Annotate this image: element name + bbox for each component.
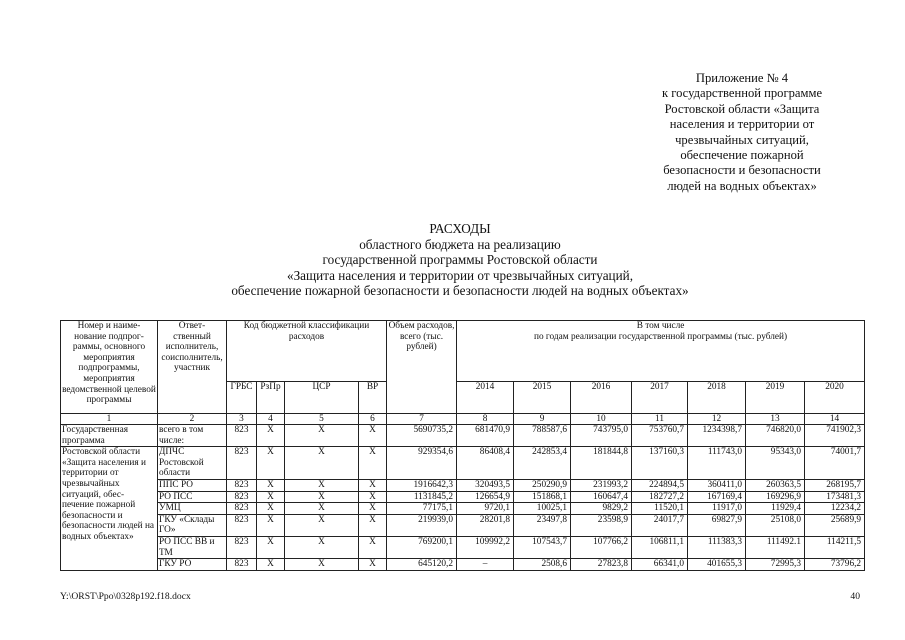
document-title: [60, 221, 860, 299]
total-cell: 645120,2: [387, 559, 457, 571]
header-total: Объем расходов, всего (тыс. рублей): [387, 321, 457, 414]
year-value-cell: 11917,0: [688, 503, 746, 515]
year-value-cell: 788587,6: [514, 425, 571, 447]
table-row: [61, 491, 865, 503]
header-responsible: Ответ- ственный исполнитель, соисполнитель, участник: [158, 321, 227, 414]
year-value-cell: 173481,3: [805, 491, 865, 503]
year-value-cell: 126654,9: [457, 491, 514, 503]
responsible-cell: УМЦ: [158, 503, 227, 515]
year-value-cell: 11929,4: [746, 503, 805, 515]
header-incl: [457, 321, 865, 382]
header-year: 2020: [805, 382, 865, 414]
appendix-line: населения и территории от: [669, 117, 815, 132]
total-cell: 929354,6: [387, 447, 457, 480]
header-year: 2016: [571, 382, 632, 414]
header-vr: ВР: [359, 382, 387, 414]
year-value-cell: 181844,8: [571, 447, 632, 480]
responsible-cell: РО ПСС ВВ и ТМ: [158, 536, 227, 558]
header-incl-line: В том числе: [636, 321, 685, 331]
rzpr-cell: Х: [257, 479, 285, 491]
responsible-cell: всего в том числе:: [158, 425, 227, 447]
year-value-cell: –: [457, 559, 514, 571]
responsible-cell: ГКУ «Склады ГО»: [158, 514, 227, 536]
program-name-cell: Государственная программа: [61, 425, 158, 447]
appendix-line: к государственной программе: [661, 86, 823, 101]
header-year: 2018: [688, 382, 746, 414]
vr-cell: Х: [359, 479, 387, 491]
year-value-cell: 9829,2: [571, 503, 632, 515]
year-value-cell: 11520,1: [632, 503, 688, 515]
year-value-cell: 66341,0: [632, 559, 688, 571]
year-value-cell: 74001,7: [805, 447, 865, 480]
year-value-cell: 10025,1: [514, 503, 571, 515]
table-row: [61, 479, 865, 491]
index-cell: 1: [61, 414, 158, 425]
appendix-line: чрезвычайных ситуаций,: [675, 132, 809, 147]
year-value-cell: 1234398,7: [688, 425, 746, 447]
year-value-cell: 95343,0: [746, 447, 805, 480]
index-cell: 12: [688, 414, 746, 425]
year-value-cell: 27823,8: [571, 559, 632, 571]
grbs-cell: 823: [227, 536, 257, 558]
header-year: 2014: [457, 382, 514, 414]
table-row: [61, 503, 865, 515]
file-path: Y:\ORST\Ppo\0328p192.f18.docx: [60, 591, 191, 602]
total-cell: 77175,1: [387, 503, 457, 515]
year-value-cell: 242853,4: [514, 447, 571, 480]
table-row: [61, 536, 865, 558]
year-value-cell: 320493,5: [457, 479, 514, 491]
table-row: [61, 514, 865, 536]
csr-cell: Х: [285, 447, 359, 480]
grbs-cell: 823: [227, 447, 257, 480]
csr-cell: Х: [285, 514, 359, 536]
year-value-cell: 224894,5: [632, 479, 688, 491]
year-value-cell: 231993,2: [571, 479, 632, 491]
title-line: государственной программы Ростовской области: [322, 252, 598, 268]
table-row: [61, 559, 865, 571]
year-value-cell: 401655,3: [688, 559, 746, 571]
csr-cell: Х: [285, 536, 359, 558]
year-value-cell: 107766,2: [571, 536, 632, 558]
total-cell: 5690735,2: [387, 425, 457, 447]
grbs-cell: 823: [227, 559, 257, 571]
year-value-cell: 107543,7: [514, 536, 571, 558]
header-csr: ЦСР: [285, 382, 359, 414]
index-cell: 13: [746, 414, 805, 425]
year-value-cell: 2508,6: [514, 559, 571, 571]
vr-cell: Х: [359, 559, 387, 571]
table-body: [61, 425, 865, 571]
index-cell: 9: [514, 414, 571, 425]
year-value-cell: 106811,1: [632, 536, 688, 558]
expenses-table: [60, 320, 865, 571]
title-line: обеспечение пожарной безопасности и безопасности людей на водных объектах»: [231, 283, 689, 299]
index-cell: 14: [805, 414, 865, 425]
title-line: областного бюджета на реализацию: [359, 236, 561, 252]
index-cell: 2: [158, 414, 227, 425]
page-footer: [60, 591, 860, 602]
header-grbs: ГРБС: [227, 382, 257, 414]
year-value-cell: 111743,0: [688, 447, 746, 480]
title-line: «Защита населения и территории от чрезвычайных ситуаций,: [286, 267, 634, 283]
year-value-cell: 182727,2: [632, 491, 688, 503]
year-value-cell: 69827,9: [688, 514, 746, 536]
year-value-cell: 72995,3: [746, 559, 805, 571]
year-value-cell: 360411,0: [688, 479, 746, 491]
header-code: Код бюджетной классификации расходов: [227, 321, 387, 382]
rzpr-cell: Х: [257, 503, 285, 515]
index-cell: 10: [571, 414, 632, 425]
year-value-cell: 28201,8: [457, 514, 514, 536]
responsible-cell: РО ПСС: [158, 491, 227, 503]
year-value-cell: 109992,2: [457, 536, 514, 558]
header-year: 2019: [746, 382, 805, 414]
appendix-line: обеспечение пожарной: [680, 148, 804, 163]
index-cell: 3: [227, 414, 257, 425]
page-number: 40: [850, 591, 860, 602]
index-cell: 5: [285, 414, 359, 425]
total-cell: 769200,1: [387, 536, 457, 558]
csr-cell: Х: [285, 559, 359, 571]
grbs-cell: 823: [227, 425, 257, 447]
header-year: 2017: [632, 382, 688, 414]
grbs-cell: 823: [227, 491, 257, 503]
year-value-cell: 25689,9: [805, 514, 865, 536]
csr-cell: Х: [285, 425, 359, 447]
responsible-cell: ГКУ РО: [158, 559, 227, 571]
csr-cell: Х: [285, 503, 359, 515]
index-cell: 11: [632, 414, 688, 425]
year-value-cell: 73796,2: [805, 559, 865, 571]
csr-cell: Х: [285, 491, 359, 503]
appendix-block: [627, 71, 857, 194]
year-value-cell: 23497,8: [514, 514, 571, 536]
rzpr-cell: Х: [257, 536, 285, 558]
appendix-line: безопасности и безопасности: [663, 163, 821, 178]
appendix-line: Ростовской области «Защита: [664, 101, 820, 116]
vr-cell: Х: [359, 491, 387, 503]
year-value-cell: 268195,7: [805, 479, 865, 491]
vr-cell: Х: [359, 447, 387, 480]
rzpr-cell: Х: [257, 559, 285, 571]
index-cell: 7: [387, 414, 457, 425]
program-name-cell: Ростовской области «Защита населения и территории от чрезвычайных ситуаций, обес- печение пожарной безопасности и безопасности людей на водных объектах»: [61, 447, 158, 571]
year-value-cell: 137160,3: [632, 447, 688, 480]
year-value-cell: 743795,0: [571, 425, 632, 447]
header-name: Номер и наиме- нование подпрог- раммы, основного мероприятия подпрограммы, мероприятия ведомственной целевой программы: [61, 321, 158, 414]
csr-cell: Х: [285, 479, 359, 491]
header-row: [61, 321, 865, 382]
title-line: РАСХОДЫ: [429, 221, 491, 236]
rzpr-cell: Х: [257, 447, 285, 480]
rzpr-cell: Х: [257, 491, 285, 503]
total-cell: 1916642,3: [387, 479, 457, 491]
header-incl-line: по годам реализации государственной программы (тыс. рублей): [533, 331, 788, 342]
grbs-cell: 823: [227, 514, 257, 536]
year-value-cell: 25108,0: [746, 514, 805, 536]
index-cell: 4: [257, 414, 285, 425]
rzpr-cell: Х: [257, 425, 285, 447]
index-cell: 8: [457, 414, 514, 425]
year-value-cell: 24017,7: [632, 514, 688, 536]
total-cell: 219939,0: [387, 514, 457, 536]
total-cell: 1131845,2: [387, 491, 457, 503]
year-value-cell: 12234,2: [805, 503, 865, 515]
year-value-cell: 114211,5: [805, 536, 865, 558]
grbs-cell: 823: [227, 479, 257, 491]
year-value-cell: 167169,4: [688, 491, 746, 503]
year-value-cell: 681470,9: [457, 425, 514, 447]
responsible-cell: ДПЧС Ростовской области: [158, 447, 227, 480]
header-rzpr: РзПр: [257, 382, 285, 414]
year-value-cell: 260363,5: [746, 479, 805, 491]
table-row: [61, 447, 865, 480]
vr-cell: Х: [359, 514, 387, 536]
table-row: [61, 425, 865, 447]
year-value-cell: 23598,9: [571, 514, 632, 536]
index-row: [61, 414, 865, 425]
responsible-cell: ППС РО: [158, 479, 227, 491]
year-value-cell: 169296,9: [746, 491, 805, 503]
year-value-cell: 160647,4: [571, 491, 632, 503]
index-cell: 6: [359, 414, 387, 425]
vr-cell: Х: [359, 536, 387, 558]
header-year: 2015: [514, 382, 571, 414]
rzpr-cell: Х: [257, 514, 285, 536]
year-value-cell: 746820,0: [746, 425, 805, 447]
year-value-cell: 9720,1: [457, 503, 514, 515]
year-value-cell: 753760,7: [632, 425, 688, 447]
grbs-cell: 823: [227, 503, 257, 515]
appendix-line: людей на водных объектах»: [667, 178, 817, 193]
year-value-cell: 741902,3: [805, 425, 865, 447]
year-value-cell: 86408,4: [457, 447, 514, 480]
vr-cell: Х: [359, 425, 387, 447]
year-value-cell: 250290,9: [514, 479, 571, 491]
year-value-cell: 111383,3: [688, 536, 746, 558]
year-value-cell: 151868,1: [514, 491, 571, 503]
year-value-cell: 111492.1: [746, 536, 805, 558]
vr-cell: Х: [359, 503, 387, 515]
appendix-line: Приложение № 4: [695, 71, 789, 85]
